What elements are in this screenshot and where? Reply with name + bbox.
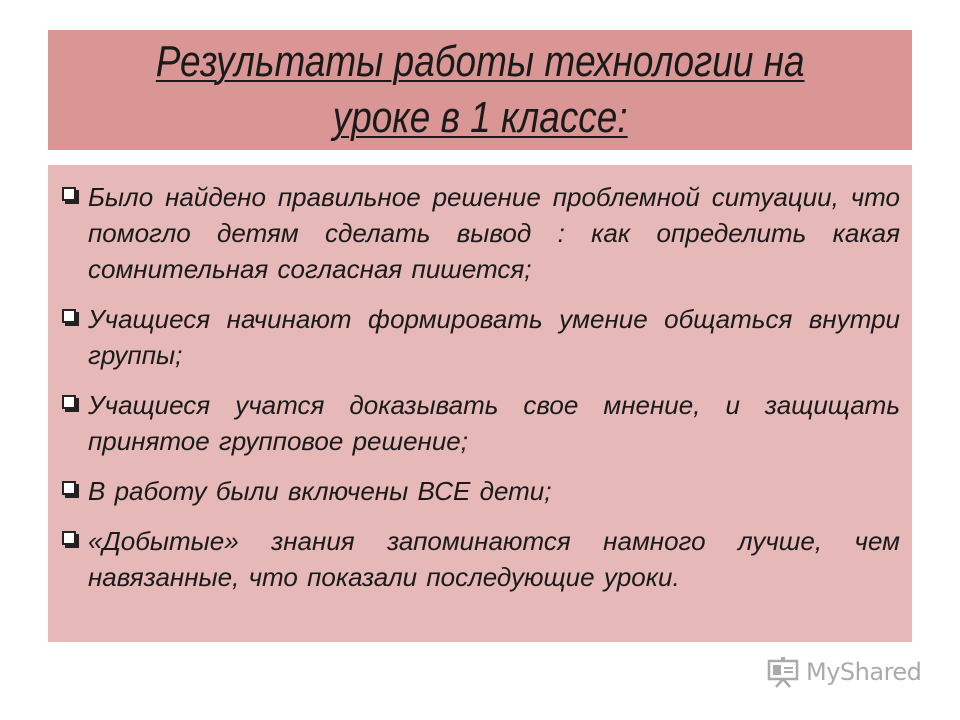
- bullet-text: В работу были включены ВСЕ дети;: [88, 476, 552, 506]
- checkbox-icon: [62, 531, 76, 545]
- bullet-list: [60, 179, 900, 595]
- watermark-text: MyShared: [806, 658, 922, 686]
- title-line-2: уроке в 1 классе:: [332, 93, 628, 142]
- title-line-1: Результаты работы технологии на: [155, 37, 805, 86]
- checkbox-icon: [62, 481, 76, 495]
- content-panel: [48, 165, 912, 642]
- bullet-text: Было найдено правильное решение проблемной ситуации, что помогло детям сделать вывод : как определить какая сомнительная согласная пишется;: [88, 182, 900, 284]
- presentation-board-icon: [766, 655, 800, 689]
- checkbox-icon: [62, 395, 76, 409]
- bullet-item-5: [60, 523, 900, 595]
- slide-title: [156, 34, 805, 146]
- bullet-item-2: [60, 301, 900, 373]
- checkbox-icon: [62, 309, 76, 323]
- bullet-text: Учащиеся начинают формировать умение общаться внутри группы;: [88, 304, 900, 370]
- bullet-text: «Добытые» знания запоминаются намного лучше, чем навязанные, что показали последующие уроки.: [88, 526, 900, 592]
- bullet-text: Учащиеся учатся доказывать свое мнение, и защищать принятое групповое решение;: [88, 390, 900, 456]
- bullet-item-1: [60, 179, 900, 287]
- bullet-item-3: [60, 387, 900, 459]
- title-banner: [48, 30, 912, 150]
- watermark: [766, 655, 921, 689]
- bullet-item-4: [60, 473, 900, 509]
- checkbox-icon: [62, 187, 76, 201]
